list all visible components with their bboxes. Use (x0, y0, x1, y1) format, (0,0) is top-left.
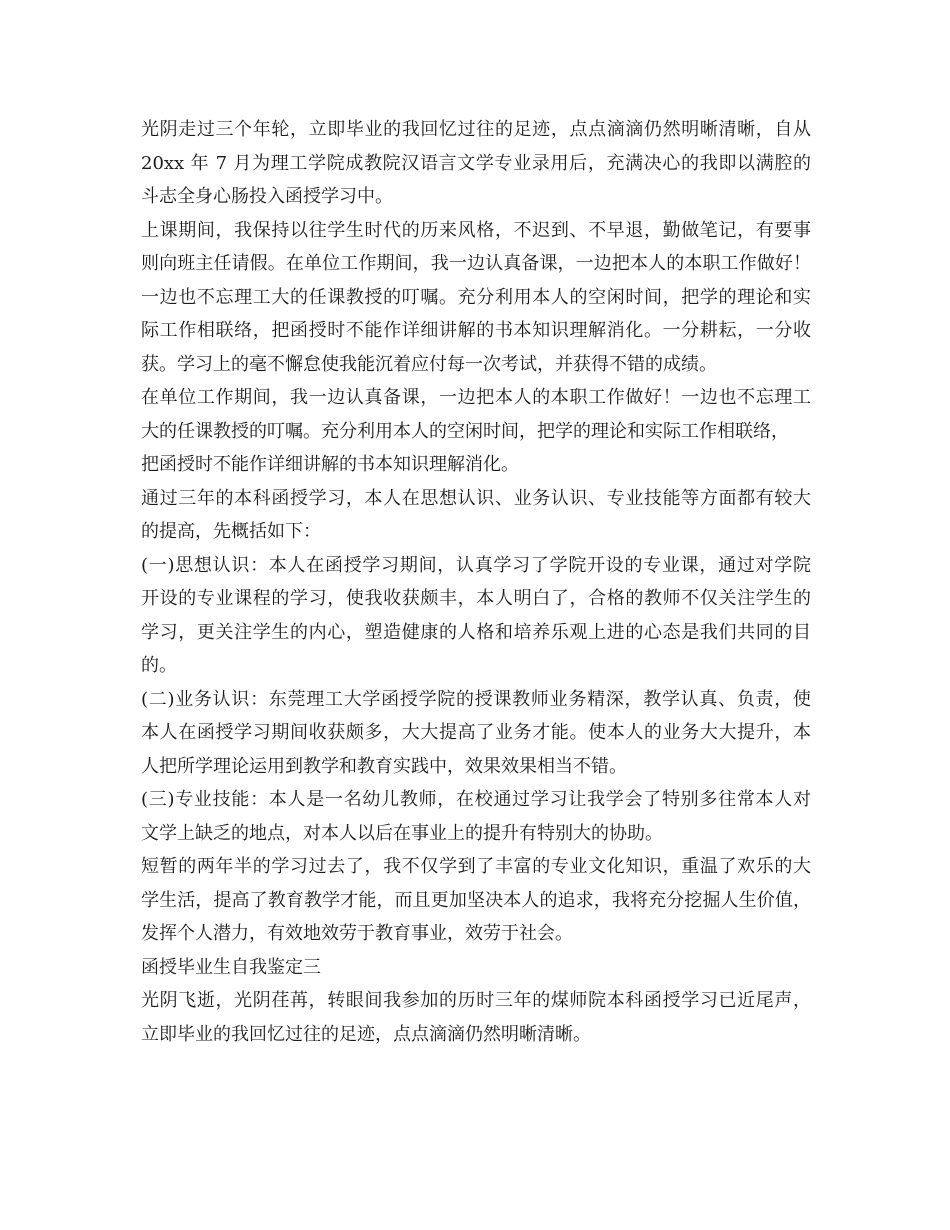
paragraph-1 (141, 113, 811, 214)
text-line: 光阴走过三个年轮，立即毕业的我回忆过往的足迹，点点滴滴仍然明晰清晰，自从 (141, 119, 811, 140)
text-line: 把函授时不能作详细讲解的书本知识理解消化。 (141, 454, 519, 475)
text-line: 通过三年的本科函授学习，本人在思想认识、业务认识、专业技能等方面都有较大 (141, 487, 811, 509)
text-line: 的提高，先概括如下： (141, 521, 321, 542)
paragraph-3 (141, 381, 811, 482)
text-line: 短暂的两年半的学习过去了，我不仅学到了丰富的专业文化知识，重温了欢乐的大 (141, 856, 811, 877)
paragraph-5 (141, 549, 811, 683)
text-line: (二)业务认识：东莞理工大学函授学院的授课教师业务精深，教学认真、负责，使 (141, 688, 811, 710)
text-line: 一边也不忘理工大的任课教授的叮嘱。充分利用本人的空闲时间，把学的理论和实 (141, 286, 811, 308)
text-line: 20xx 年 7 月为理工学院成教院汉语言文学专业录用后，充满决心的我即以满腔的 (141, 152, 811, 174)
text-line: 上课期间，我保持以往学生时代的历来风格，不迟到、不早退，勤做笔记，有要事 (141, 219, 811, 241)
text-line: 在单位工作期间，我一边认真备课，一边把本人的本职工作做好！一边也不忘理工 (141, 387, 811, 408)
text-line: 学习，更关注学生的内心，塑造健康的人格和培养乐观上进的心态是我们共同的目 (141, 621, 811, 643)
paragraph-2 (141, 214, 811, 382)
text-line: 际工作相联络，把函授时不能作详细讲解的书本知识理解消化。一分耕耘，一分收 (141, 320, 811, 341)
paragraph-9 (141, 984, 811, 1051)
text-line: (一)思想认识：本人在函授学习期间，认真学习了学院开设的专业课，通过对学院 (141, 554, 811, 576)
text-line: 发挥个人潜力，有效地效劳于教育事业，效劳于社会。 (141, 923, 573, 944)
section-heading (141, 951, 811, 985)
paragraph-4 (141, 482, 811, 549)
section-title: 函授毕业生自我鉴定三 (141, 956, 321, 978)
paragraph-7 (141, 783, 811, 850)
text-line: 则向班主任请假。在单位工作期间，我一边认真备课，一边把本人的本职工作做好！ (141, 253, 811, 274)
text-line: (三)专业技能：本人是一名幼儿教师，在校通过学习让我学会了特别多往常本人对 (141, 789, 811, 810)
text-line: 的。 (141, 655, 177, 676)
document-body (141, 113, 811, 1051)
text-line: 大的任课教授的叮嘱。充分利用本人的空闲时间，把学的理论和实际工作相联络， (141, 420, 789, 442)
text-line: 学生活，提高了教育教学才能，而且更加坚决本人的追求，我将充分挖掘人生价值， (141, 889, 811, 911)
text-line: 立即毕业的我回忆过往的足迹，点点滴滴仍然明晰清晰。 (141, 1023, 591, 1045)
text-line: 获。学习上的毫不懈怠使我能沉着应付每一次考试，并获得不错的成绩。 (141, 353, 717, 375)
paragraph-8 (141, 850, 811, 951)
text-line: 斗志全身心肠投入函授学习中。 (141, 186, 393, 207)
text-line: 文学上缺乏的地点，对本人以后在事业上的提升有特别大的协助。 (141, 822, 663, 844)
text-line: 本人在函授学习期间收获颇多，大大提高了业务才能。使本人的业务大大提升，本 (141, 722, 811, 743)
text-line: 光阴飞逝，光阴荏苒，转眼间我参加的历时三年的煤师院本科函授学习已近尾声， (141, 990, 811, 1011)
paragraph-6 (141, 683, 811, 784)
text-line: 人把所学理论运用到教学和教育实践中，效果效果相当不错。 (141, 755, 627, 777)
text-line: 开设的专业课程的学习，使我收获颇丰，本人明白了，合格的教师不仅关注学生的 (141, 588, 811, 609)
